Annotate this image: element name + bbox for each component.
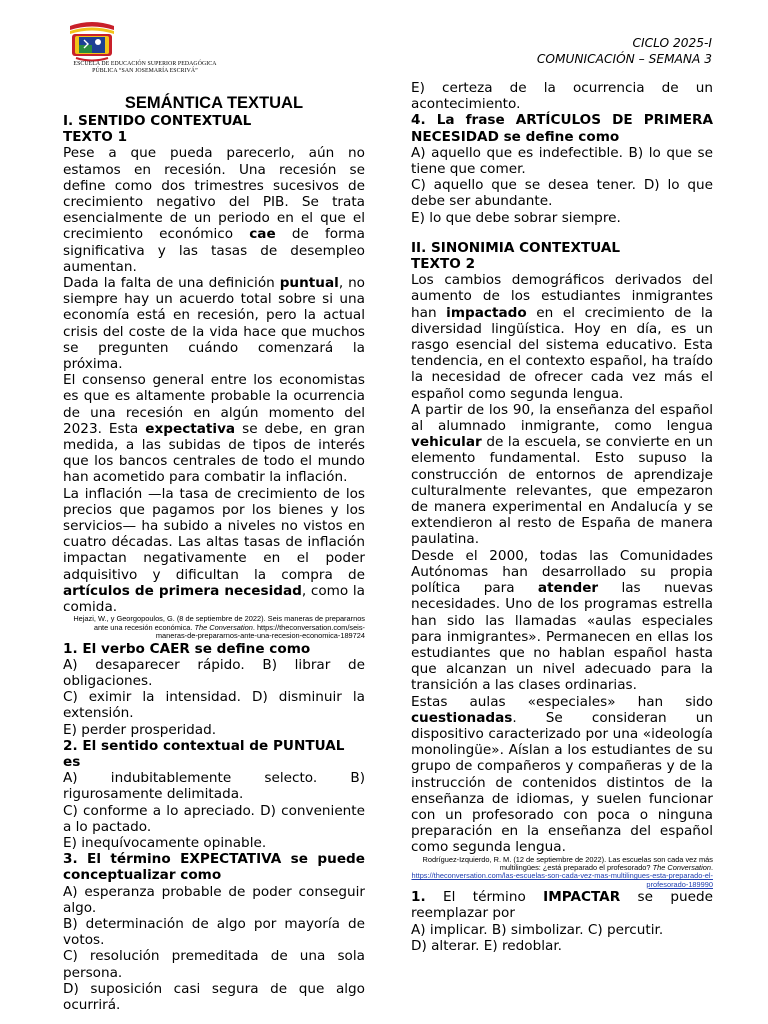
question-3-option-a: A) esperanza probable de poder conseguir algo. xyxy=(63,883,365,916)
question-4-options-cd: C) aquello que se desea tener. D) lo que debe ser abundante. xyxy=(411,177,713,210)
keyword-expectativa: expectativa xyxy=(145,420,236,437)
question-2-option-e: E) inequívocamente opinable. xyxy=(63,834,267,851)
section1-heading: I. SENTIDO CONTEXTUAL xyxy=(63,113,252,129)
section2-heading: II. SINONIMIA CONTEXTUAL xyxy=(411,239,621,256)
keyword-vehicular: vehicular xyxy=(411,434,482,451)
course-label: COMUNICACIÓN – SEMANA 3 xyxy=(536,52,712,66)
keyword-cuestionadas: cuestionadas xyxy=(411,709,513,726)
question-3-option-e: E) certeza de la ocurrencia de un acontecimiento. xyxy=(411,80,713,113)
text1-paragraph-4: La inflación —la tasa de crecimiento de los precios que pagamos por los bienes y los servicios— ha subido a niveles no vistos en cuatro décadas. Las altas tasas de inflación impactan negativamente en el poder adquisitivo y dificultan la compra de artículos de primera necesidad, como la comida. xyxy=(63,485,365,616)
text1-label: TEXTO 1 xyxy=(63,129,128,146)
text2-paragraph-1: Los cambios demográficos derivados del aumento de los estudiantes inmigrantes han impactado en el crecimiento de la diversidad lingüística. Hoy en día, es un rasgo esencial del sistema educativo. Esta tendencia, en el contexto español, ha traído la necesidad de ofrecer cada vez más el español como segunda lengua. xyxy=(411,272,713,402)
text1-citation: Hejazi, W., y Georgopoulos, G. (8 de septiembre de 2022). Seis maneras de prepararnos ante una recesión económica. The Conversation. https://theconversation.com/seis-maneras-de-prepararnos-ante-una-recesion-economica-189724 xyxy=(73,614,365,641)
question-4-stem: 4. La frase ARTÍCULOS DE PRIMERA NECESIDAD se define como xyxy=(411,112,713,145)
keyword-impactar: IMPACTAR xyxy=(543,889,621,906)
keyword-atender: atender xyxy=(537,580,599,597)
school-name-line2: PÚBLICA “SAN JOSEMARÍA ESCRIVÁ” xyxy=(92,68,198,74)
text1-paragraph-3: El consenso general entre los economistas es que es altamente probable la ocurrencia de una recesión en algún momento del 2023. Esta expectativa se debe, en gran medida, a las subidas de tipos de interés que los bancos centrales de todo el mundo han acometido para combatir la inflación. xyxy=(63,372,366,486)
question-4-option-e: E) lo que debe sobrar siempre. xyxy=(411,209,621,226)
question-2-options-ab: A) indubitablemente selecto. B) rigurosamente delimitada. xyxy=(63,770,365,803)
left-column xyxy=(63,94,365,1013)
keyword-puntual: puntual xyxy=(279,275,339,292)
page-title: SEMÁNTICA TEXTUAL xyxy=(124,94,304,112)
cycle-label: CICLO 2025-I xyxy=(632,36,712,50)
question-3-option-d: D) suposición casi segura de que algo ocurrirá. xyxy=(63,980,365,1013)
question-3-option-b: B) determinación de algo por mayoría de votos. xyxy=(63,915,365,949)
text2-paragraph-3: Desde el 2000, todas las Comunidades Autónomas han desarrollado su propia política para atender las nuevas necesidades. Uno de los programas estrella han sido las llamadas «aulas especiales para inmigrantes». Permanecen en ellas los estudiantes que no hablan español hasta que alcanzan un nivel adecuado para la transición a las clases ordinarias. xyxy=(411,547,713,694)
keyword-impactado: impactado xyxy=(446,304,527,321)
text2-question-1-options-de: D) alterar. E) redoblar. xyxy=(411,937,563,954)
text2-paragraph-4: Estas aulas «especiales» han sido cuestionadas. Se consideran un dispositivo caracterizado por una «ideología monolingüe». Aíslan a los estudiantes de su grupo de compañeros y compañeras y de la instrucción de contenidos distintos de la enseñanza de idiomas, y suelen funcionar con un profesorado con poca o ninguna preparación en la enseñanza del español como segunda lengua. xyxy=(411,693,713,856)
text2-citation-link[interactable]: https://theconversation.com/las-escuelas-son-cada-vez-mas-multilingues-esta-preparado-el-profesorado-189990 xyxy=(411,871,713,889)
text2-label: TEXTO 2 xyxy=(411,256,476,273)
question-4-options-ab: A) aquello que es indefectible. B) lo que se tiene que comer. xyxy=(411,144,713,178)
text2-paragraph-2: A partir de los 90, la enseñanza del español al alumnado inmigrante, como lengua vehicular de la escuela, se convierte en un elemento fundamental. Esto supuso la construcción de entornos de aprendizaje culturalmente relevantes, que empezaron de manera experimental en Andalucía y se extendieron al resto de España de manera paulatina. xyxy=(411,401,713,548)
keyword-articulos: artículos de primera necesidad xyxy=(63,582,302,599)
question-1-options-cd: C) eximir la intensidad. D) disminuir la extensión. xyxy=(63,689,365,722)
right-column xyxy=(411,80,713,954)
school-name xyxy=(60,61,230,75)
text2-question-1-stem: 1. El término IMPACTAR se puede reemplazar por xyxy=(411,889,713,922)
question-1-stem: 1. El verbo CAER se define como xyxy=(63,640,311,657)
text2-citation: Rodríguez-Izquierdo, R. M. (12 de septiembre de 2022). Las escuelas son cada vez más multilingües: ¿está preparado el profesorado? The Conversation. https://theconversation.com/las-escuelas-son-cada-vez-mas-multilingues-esta-preparado-el-profesorado-189990 xyxy=(411,854,713,889)
text1-paragraph-1: Pese a que pueda parecerlo, aún no estamos en recesión. Una recesión se define como dos trimestres sucesivos de crecimiento negativo del PIB. Se trata esencialmente de un periodo en el que el crecimiento económico cae de forma significativa y las tasas de desempleo aumentan. xyxy=(63,145,365,275)
question-3-stem: 3. El término EXPECTATIVA se puede conceptualizar como xyxy=(63,851,365,884)
school-logo-icon xyxy=(66,20,118,62)
text1-paragraph-2: Dada la falta de una definición puntual, no siempre hay un acuerdo total sobre si una economía está en recesión, pero la actual crisis del coste de la vida hace que muchos se pregunten cuándo comenzará la próxima. xyxy=(63,275,365,373)
text2-question-1-options-abc: A) implicar. B) simbolizar. C) percutir. xyxy=(411,921,664,938)
question-2-stem: 2. El sentido contextual de PUNTUAL es xyxy=(63,737,345,770)
section-gap xyxy=(411,226,713,240)
header-right xyxy=(537,35,712,67)
school-name-line1: ESCUELA DE EDUCACIÓN SUPERIOR PEDAGÓGICA xyxy=(73,61,217,67)
question-3-option-c: C) resolución premeditada de una sola persona. xyxy=(63,948,365,981)
question-1-options-ab: A) desaparecer rápido. B) librar de obligaciones. xyxy=(63,656,365,689)
keyword-cae: cae xyxy=(249,226,276,243)
question-2-options-cd: C) conforme a lo apreciado. D) conveniente a lo pactado. xyxy=(63,802,365,835)
question-1-option-e: E) perder prosperidad. xyxy=(63,721,217,738)
